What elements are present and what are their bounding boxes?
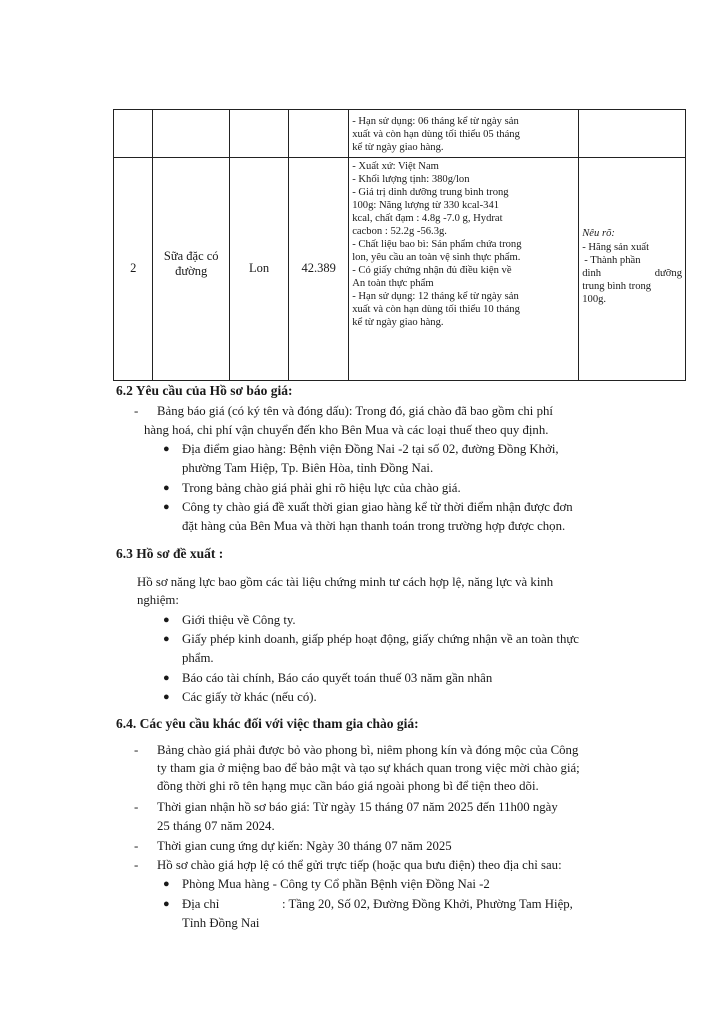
table-row [114,110,686,158]
address-continuation: Tỉnh Đồng Nai [182,916,260,930]
bullet-text: Địa điểm giao hàng: Bệnh viện Đồng Nai -2 tại số 02, đường Đồng Khởi, [182,442,559,456]
bullet-text: Giới thiệu về Công ty. [182,613,296,627]
address-label: Địa chỉ [182,897,220,911]
paragraph-line: Thời gian nhận hồ sơ báo giá: Từ ngày 15 tháng 07 năm 2025 đến 11h00 ngày [157,800,558,814]
bullet-text: phường Tam Hiệp, Tp. Biên Hòa, tỉnh Đồng Nai. [182,461,434,475]
spec-line: 100g: Năng lượng từ 330 kcal-341 [352,200,500,211]
dash-marker: - [134,857,139,872]
spec-line: - Xuất xứ: Việt Nam [352,161,439,172]
spec-line: - Khối lượng tịnh: 380g/lon [352,174,470,185]
note-line: - Hãng sản xuất [582,241,650,253]
table-row [114,158,686,381]
requirement-cell [349,110,579,158]
paragraph-line: hàng hoá, chi phí vận chuyển đến kho Bên Mua và các loại thuế theo quy định. [144,423,549,437]
requirement-cell [349,158,579,381]
bullet-text: phẩm. [182,651,214,665]
note-line: dinh dưỡng [582,268,682,279]
name-cell [153,110,230,158]
bullet-marker: ● [163,482,170,494]
bullet-marker: ● [163,501,170,513]
bullet-marker: ● [163,898,170,910]
spec-line: - Chất liệu bao bì: Sản phẩm chứa trong [352,239,522,250]
qty-cell [289,110,349,158]
dash-marker: - [134,838,139,853]
paragraph-line: Thời gian cung ứng dự kiến: Ngày 30 tháng 07 năm 2025 [157,839,452,853]
bullet-text: Trong bảng chào giá phải ghi rõ hiệu lực của chào giá. [182,481,461,495]
paragraph-line: 25 tháng 07 năm 2024. [157,819,275,833]
paragraph-line: Bảng chào giá phải được bỏ vào phong bì, niêm phong kín và đóng mộc của Công [157,743,579,757]
section-6-2-heading: 6.2 Yêu cầu của Hồ sơ báo giá: [116,383,293,398]
dash-marker: - [134,742,139,757]
bullet-marker: ● [163,672,170,684]
paragraph-line: ty tham gia ở miệng bao để bảo mật và tạo sự khách quan trong việc mời chào giá; [157,761,580,775]
paragraph-line: đồng thời ghi rõ tên hạng mục cần báo giá ngoài phong bì để tiện theo dõi. [157,779,539,793]
stt-cell [114,110,153,158]
paragraph-line: Hồ sơ năng lực bao gồm các tài liệu chứng minh tư cách hợp lệ, năng lực và kinh [137,575,554,589]
bullet-text: Công ty chào giá đề xuất thời gian giao hàng kể từ thời điểm nhận được đơn [182,500,573,514]
spec-line: - Giá trị dinh dưỡng trung bình trong [352,187,509,198]
stt-cell: 2 [114,158,153,381]
bullet-text: Phòng Mua hàng - Công ty Cổ phần Bệnh viện Đồng Nai -2 [182,877,490,891]
spec-line: - Hạn sử dụng: 06 tháng kể từ ngày sản [352,116,519,127]
note-title: Nêu rõ: [582,228,615,240]
dash-marker: - [134,403,139,418]
bullet-text: Báo cáo tài chính, Báo cáo quyết toán thuế 03 năm gần nhân [182,671,493,685]
bullet-marker: ● [163,633,170,645]
spec-line: kcal, chất đạm : 4.8g -7.0 g, Hydrat [352,213,503,224]
note-line: trung bình trong [582,281,652,293]
bullet-marker: ● [163,443,170,455]
note-line: - Thành phần [584,254,641,266]
bullet-text: Các giấy tờ khác (nếu có). [182,690,317,704]
spec-line: xuất và còn hạn dùng tối thiểu 10 tháng [352,304,520,315]
bullet-text: đặt hàng của Bên Mua và thời hạn thanh toán trong trường hợp được chọn. [182,519,566,533]
product-spec-table [113,109,686,381]
note-cell [579,110,686,158]
address-value: : Tầng 20, Số 02, Đường Đồng Khởi, Phường Tam Hiệp, [282,897,573,911]
product-name-cell: Sữa đặc có đường [153,158,230,381]
spec-line: xuất và còn hạn dùng tối thiểu 05 tháng [352,129,520,140]
spec-line: kể từ ngày giao hàng. [352,317,444,328]
spec-line: An toàn thực phẩm [352,278,434,289]
section-6-3-heading: 6.3 Hồ sơ đề xuất : [116,546,224,561]
bullet-marker: ● [163,614,170,626]
bullet-text: Giấy phép kinh doanh, giấp phép hoạt động, giấy chứng nhận về an toàn thực [182,632,579,646]
spec-line: - Có giấy chứng nhận đủ điều kiện về [352,265,512,276]
note-line: 100g. [582,294,607,306]
spec-line: cacbon : 52.2g -56.3g. [352,226,447,237]
quantity-cell: 42.389 [289,158,349,381]
paragraph-line: Hồ sơ chào giá hợp lệ có thể gửi trực tiếp (hoặc qua bưu điện) theo địa chỉ sau: [157,858,562,872]
spec-line: lon, yêu cầu an toàn vệ sinh thực phẩm. [352,252,521,263]
note-cell [579,158,686,381]
unit-cell [230,110,289,158]
bullet-marker: ● [163,878,170,890]
unit-cell: Lon [230,158,289,381]
paragraph-line: Bảng báo giá (có ký tên và đóng dấu): Trong đó, giá chào đã bao gồm chi phí [157,404,553,418]
bullet-marker: ● [163,691,170,703]
spec-line: - Hạn sử dụng: 12 tháng kể từ ngày sản [352,291,519,302]
spec-line: kể từ ngày giao hàng. [352,142,444,153]
section-6-4-heading: 6.4. Các yêu cầu khác đối với việc tham gia chào giá: [116,716,419,731]
dash-marker: - [134,799,139,814]
paragraph-line: nghiệm: [137,593,179,607]
